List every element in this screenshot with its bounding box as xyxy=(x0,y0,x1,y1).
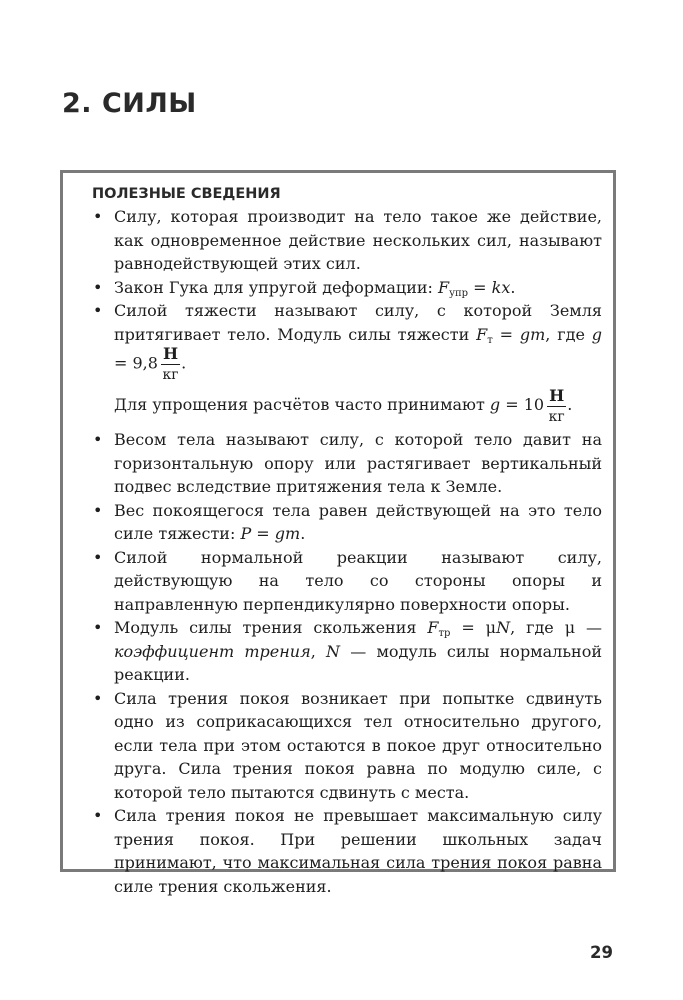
bullet-icon: • xyxy=(93,430,103,449)
formula-line: Для упрощения расчётов часто принимают g = 10 $\frac{Н}{кг}$ . xyxy=(114,385,573,425)
fraction-newton-per-kg: $\frac{Н}{кг}$ xyxy=(162,344,179,383)
bullet-icon: • xyxy=(93,301,103,320)
info-box-heading: ПОЛЕЗНЫЕ СВЕДЕНИЯ xyxy=(92,186,281,202)
chapter-title: 2. СИЛЫ xyxy=(62,88,197,119)
bullet-icon: • xyxy=(93,688,103,708)
page-number: 29 xyxy=(590,943,613,962)
list-item xyxy=(90,546,602,617)
item-text: Силу, которая производит на тело такое же действие, как одновременное действие нескольких сил, называют равнодействующей этих сил. xyxy=(114,207,602,273)
list-item xyxy=(90,428,602,499)
list-item: • Вес покоящегося тела равен действующей на это тело силе тяжести: P = gm. xyxy=(93,500,602,543)
bullet-icon: • xyxy=(93,618,103,637)
item-text: Сила трения покоя возникает при попытке сдвинуть одно из соприкасающихся тел относительно другого, если тела при этом остаются в покое друг относительно друга. Сила трения покоя равна по модулю силе, с которой тело пытаются сдвинуть с места. xyxy=(114,688,602,802)
bullet-icon: • xyxy=(93,547,103,567)
bullet-icon: • xyxy=(93,806,103,825)
list-item xyxy=(90,804,602,898)
list-item: • Силой тяжести называют силу, с которой Земля притягивает тело. Модуль силы тяжести $F_т$ = gm, где g = 9,8 $\frac{Н}{кг}$ . Для упрощения расчётов часто принимают g = 10 $\frac{Н}{кг}$ . xyxy=(90,299,602,428)
item-text: Силой нормальной реакции называют силу, действующую на тело со стороны опоры и направленную перпендикулярно поверхности опоры. xyxy=(114,547,602,614)
list-item: • Закон Гука для упругой деформации: $F_{упр}$ = kx. xyxy=(93,277,516,299)
item-text: Сила трения покоя не превышает максимальную силу трения покоя. При решении школьных задач принимают, что максимальная сила трения покоя равна силе трения скольжения. xyxy=(114,806,602,896)
list-item xyxy=(90,205,602,276)
bullet-icon: • xyxy=(93,277,103,297)
info-list xyxy=(90,205,602,898)
bullet-icon: • xyxy=(93,500,103,520)
list-item: • Модуль силы трения скольжения $F_{тр} = \mu N$, где μ — коэффициент трения, N — модуль силы нормальной реакции. xyxy=(93,618,603,684)
item-text: Весом тела называют силу, с которой тело давит на горизонтальную опору или растягивает вертикальный подвес вследствие притяжения тела к Земле. xyxy=(114,430,602,496)
bullet-icon: • xyxy=(93,207,103,226)
list-item xyxy=(90,687,602,805)
fraction-newton-per-kg: $\frac{Н}{кг}$ xyxy=(548,385,565,425)
